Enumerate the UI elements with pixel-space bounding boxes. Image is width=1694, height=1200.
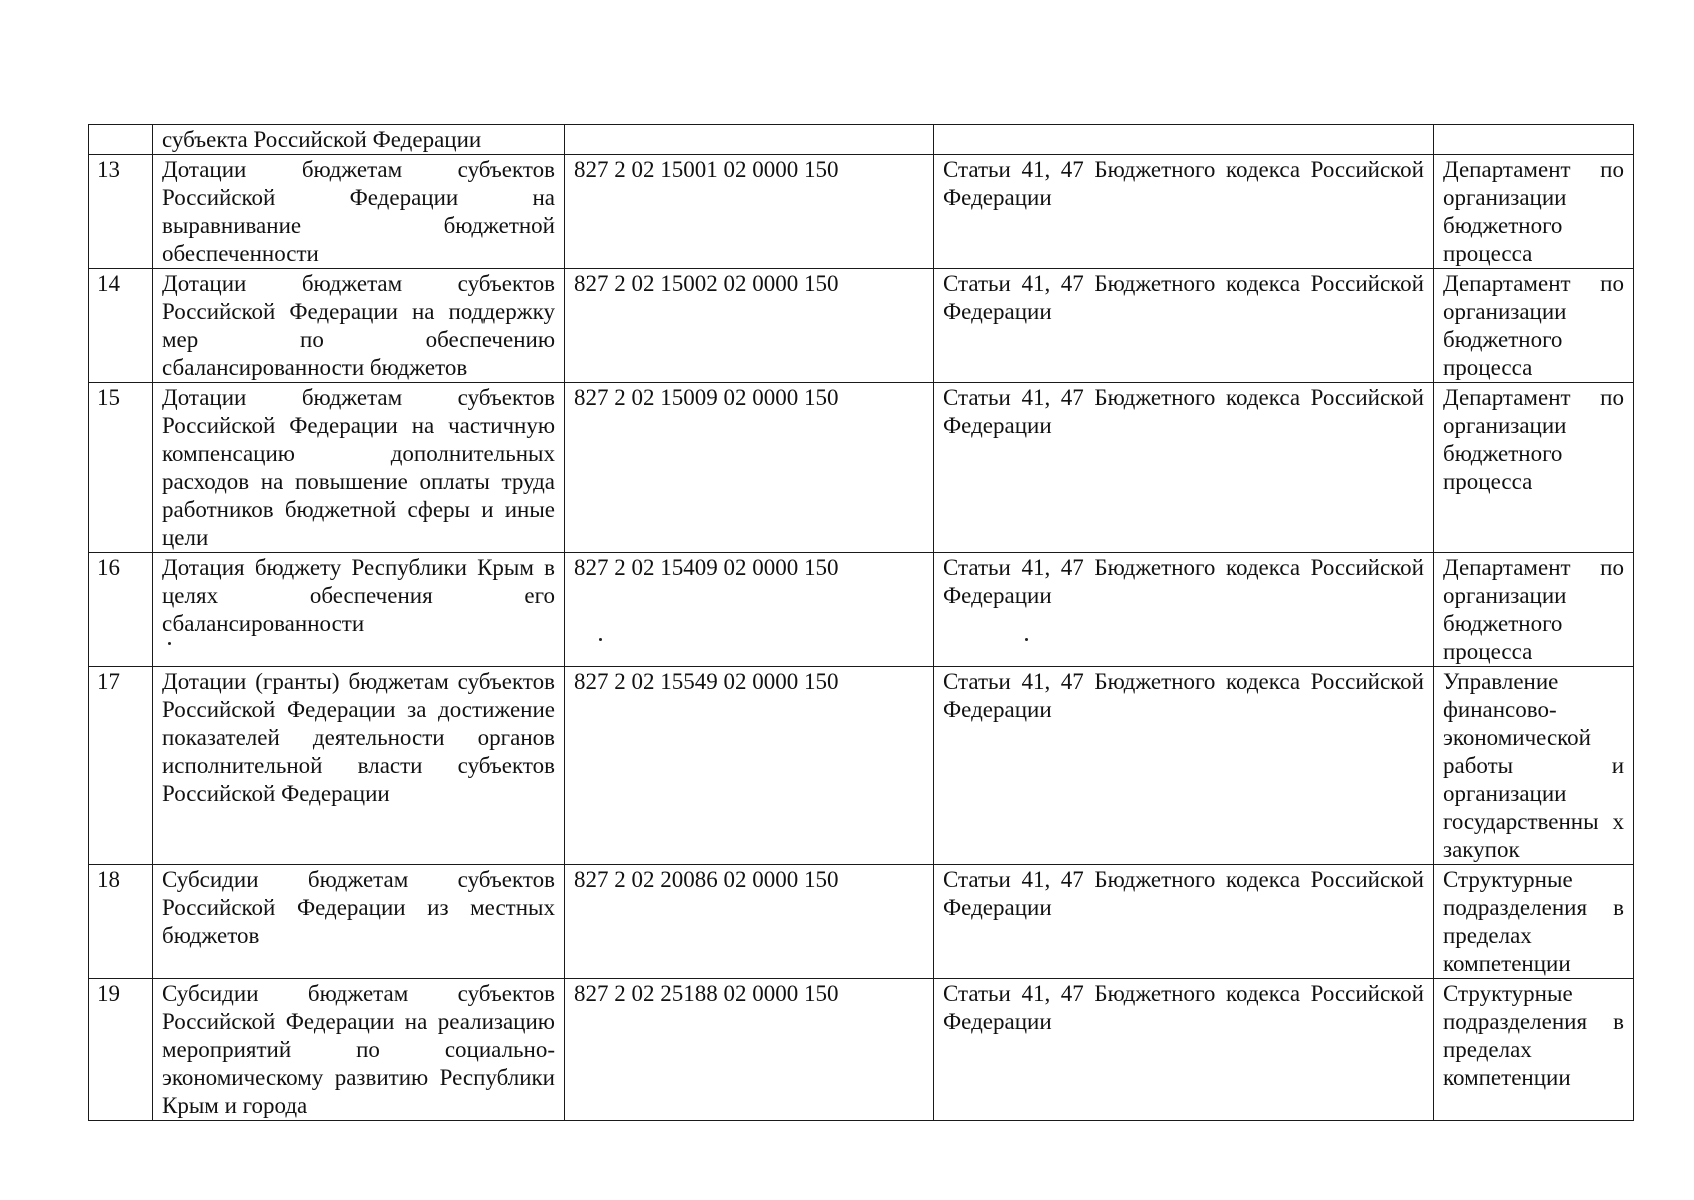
- revenue-admin-table: [88, 124, 1634, 1121]
- revenue-name: Субсидии бюджетам субъектов Российской Федерации из местных бюджетов: [153, 865, 565, 979]
- responsible-department: Структурные подразделения в пределах компетенции: [1434, 865, 1634, 979]
- responsible-department: Департамент по организации бюджетного процесса: [1434, 553, 1634, 667]
- table-row: [89, 125, 1634, 155]
- revenue-name: Дотации (гранты) бюджетам субъектов Российской Федерации за достижение показателей деятельности органов исполнительной власти субъектов Российской Федерации: [153, 667, 565, 865]
- revenue-name: Дотации бюджетам субъектов Российской Федерации на поддержку мер по обеспечению сбалансированности бюджетов: [153, 269, 565, 383]
- scan-speck: [599, 638, 602, 641]
- table-row: [89, 979, 1634, 1121]
- revenue-name: Дотация бюджету Республики Крым в целях обеспечения его сбалансированности: [153, 553, 565, 667]
- row-number: 19: [89, 979, 153, 1121]
- budget-code: 827 2 02 15549 02 0000 150: [565, 667, 934, 865]
- budget-code: 827 2 02 15002 02 0000 150: [565, 269, 934, 383]
- budget-code: [565, 125, 934, 155]
- responsible-department: [1434, 125, 1634, 155]
- revenue-name: Дотации бюджетам субъектов Российской Федерации на частичную компенсацию дополнительных расходов на повышение оплаты труда работников бюджетной сферы и иные цели: [153, 383, 565, 553]
- legal-basis: [934, 125, 1434, 155]
- budget-code: 827 2 02 15009 02 0000 150: [565, 383, 934, 553]
- budget-code: 827 2 02 25188 02 0000 150: [565, 979, 934, 1121]
- scan-speck: [168, 642, 171, 645]
- row-number: 17: [89, 667, 153, 865]
- legal-basis: Статьи 41, 47 Бюджетного кодекса Российской Федерации: [934, 383, 1434, 553]
- responsible-department: Управление финансово-экономической работы и организации государственны х закупок: [1434, 667, 1634, 865]
- table-row: [89, 553, 1634, 667]
- responsible-department: Департамент по организации бюджетного процесса: [1434, 269, 1634, 383]
- row-number: [89, 125, 153, 155]
- budget-code: 827 2 02 15001 02 0000 150: [565, 155, 934, 269]
- table-row: [89, 269, 1634, 383]
- legal-basis: Статьи 41, 47 Бюджетного кодекса Российской Федерации: [934, 269, 1434, 383]
- legal-basis: Статьи 41, 47 Бюджетного кодекса Российской Федерации: [934, 155, 1434, 269]
- responsible-department: Департамент по организации бюджетного процесса: [1434, 155, 1634, 269]
- legal-basis: Статьи 41, 47 Бюджетного кодекса Российской Федерации: [934, 667, 1434, 865]
- row-number: 18: [89, 865, 153, 979]
- responsible-department: Структурные подразделения в пределах компетенции: [1434, 979, 1634, 1121]
- table-row: [89, 155, 1634, 269]
- legal-basis: Статьи 41, 47 Бюджетного кодекса Российской Федерации: [934, 553, 1434, 667]
- revenue-name: Дотации бюджетам субъектов Российской Федерации на выравнивание бюджетной обеспеченности: [153, 155, 565, 269]
- responsible-department: Департамент по организации бюджетного процесса: [1434, 383, 1634, 553]
- legal-basis: Статьи 41, 47 Бюджетного кодекса Российской Федерации: [934, 865, 1434, 979]
- revenue-name: субъекта Российской Федерации: [153, 125, 565, 155]
- row-number: 15: [89, 383, 153, 553]
- table-row: [89, 383, 1634, 553]
- scan-speck: [1025, 638, 1028, 641]
- table-row: [89, 865, 1634, 979]
- budget-code: 827 2 02 15409 02 0000 150: [565, 553, 934, 667]
- row-number: 14: [89, 269, 153, 383]
- legal-basis: Статьи 41, 47 Бюджетного кодекса Российской Федерации: [934, 979, 1434, 1121]
- revenue-name: Субсидии бюджетам субъектов Российской Федерации на реализацию мероприятий по социально-экономическому развитию Республики Крым и города: [153, 979, 565, 1121]
- row-number: 13: [89, 155, 153, 269]
- table-row: [89, 667, 1634, 865]
- budget-code: 827 2 02 20086 02 0000 150: [565, 865, 934, 979]
- row-number: 16: [89, 553, 153, 667]
